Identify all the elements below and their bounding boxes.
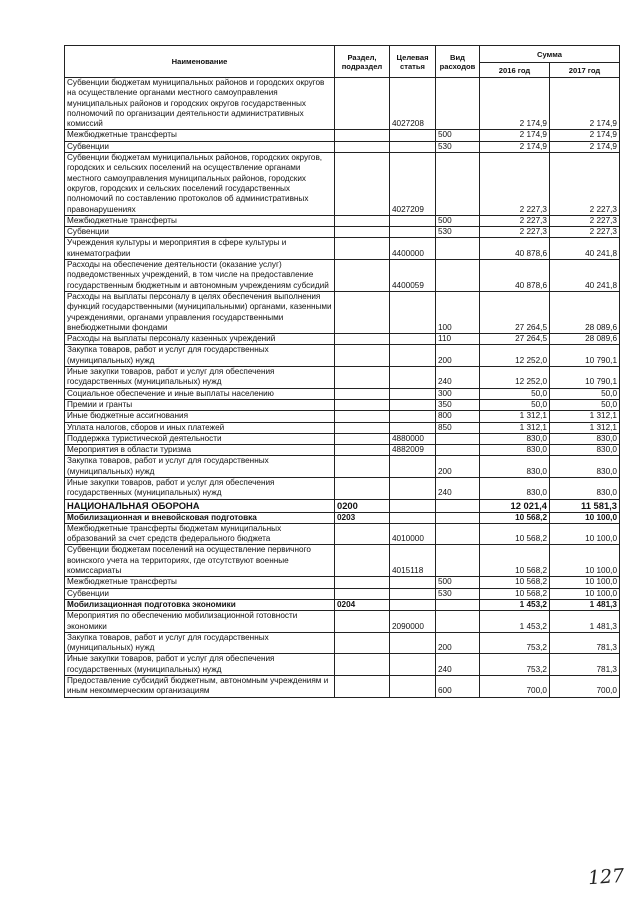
cell-sum-2016: 2 227,3	[480, 153, 550, 216]
cell-name: Субвенции	[65, 141, 335, 152]
cell-sum-2017: 1 312,1	[550, 422, 620, 433]
cell-sum-2016: 40 878,6	[480, 260, 550, 292]
cell-section	[335, 260, 390, 292]
cell-target-article	[390, 599, 436, 610]
cell-section	[335, 422, 390, 433]
table-row	[65, 599, 620, 610]
cell-expense-type: 100	[436, 291, 480, 333]
cell-sum-2017: 830,0	[550, 433, 620, 444]
cell-sum-2016: 1 453,2	[480, 611, 550, 633]
cell-section	[335, 676, 390, 698]
cell-name: Уплата налогов, сборов и иных платежей	[65, 422, 335, 433]
header-expense-type: Вид расходов	[436, 46, 480, 78]
cell-section	[335, 456, 390, 478]
table-row	[65, 367, 620, 389]
cell-target-article	[390, 345, 436, 367]
cell-target-article	[390, 512, 436, 523]
cell-name: Субвенции бюджетам муниципальных районов и городских округов на осуществление органами местного самоуправления муниципальных районов и городских округов государственных полномочий по организации деятельности административных комиссий	[65, 78, 335, 130]
cell-sum-2016: 10 568,2	[480, 523, 550, 545]
cell-name: Межбюджетные трансферты	[65, 577, 335, 588]
cell-section	[335, 632, 390, 654]
cell-section	[335, 588, 390, 599]
cell-sum-2017: 40 241,8	[550, 238, 620, 260]
table-row	[65, 334, 620, 345]
cell-target-article	[390, 227, 436, 238]
table-row	[65, 445, 620, 456]
cell-sum-2016: 2 174,9	[480, 130, 550, 141]
table-row	[65, 238, 620, 260]
cell-section	[335, 399, 390, 410]
cell-name: Расходы на обеспечение деятельности (оказание услуг) подведомственных учреждений, в том числе на предоставление государственным бюджетным и автономным учреждениям субсидий	[65, 260, 335, 292]
table-row	[65, 545, 620, 577]
cell-sum-2016: 50,0	[480, 388, 550, 399]
cell-sum-2016: 2 174,9	[480, 78, 550, 130]
cell-section	[335, 345, 390, 367]
cell-expense-type	[436, 78, 480, 130]
cell-expense-type: 500	[436, 215, 480, 226]
cell-sum-2016: 10 568,2	[480, 577, 550, 588]
cell-target-article	[390, 334, 436, 345]
cell-name: Премии и гранты	[65, 399, 335, 410]
cell-sum-2017: 10 100,0	[550, 577, 620, 588]
cell-expense-type: 110	[436, 334, 480, 345]
cell-expense-type: 240	[436, 654, 480, 676]
cell-name: Закупка товаров, работ и услуг для государственных (муниципальных) нужд	[65, 632, 335, 654]
cell-sum-2017: 1 481,3	[550, 599, 620, 610]
table-row	[65, 456, 620, 478]
cell-sum-2016: 2 227,3	[480, 215, 550, 226]
cell-expense-type	[436, 523, 480, 545]
cell-section	[335, 611, 390, 633]
cell-sum-2016: 753,2	[480, 632, 550, 654]
cell-sum-2017: 700,0	[550, 676, 620, 698]
cell-target-article	[390, 388, 436, 399]
cell-sum-2016: 27 264,5	[480, 334, 550, 345]
cell-section	[335, 141, 390, 152]
cell-name: Расходы на выплаты персоналу казенных учреждений	[65, 334, 335, 345]
table-row	[65, 388, 620, 399]
cell-expense-type: 300	[436, 388, 480, 399]
cell-target-article	[390, 411, 436, 422]
cell-sum-2016: 1 453,2	[480, 599, 550, 610]
header-name: Наименование	[65, 46, 335, 78]
cell-target-article: 4882009	[390, 445, 436, 456]
table-row	[65, 422, 620, 433]
cell-name: Иные закупки товаров, работ и услуг для обеспечения государственных (муниципальных) нужд	[65, 654, 335, 676]
table-row	[65, 588, 620, 599]
cell-section	[335, 577, 390, 588]
cell-expense-type: 350	[436, 399, 480, 410]
cell-sum-2016: 10 568,2	[480, 588, 550, 599]
cell-target-article	[390, 477, 436, 499]
cell-expense-type	[436, 260, 480, 292]
table-row	[65, 632, 620, 654]
cell-name: Межбюджетные трансферты бюджетам муниципальных образований за счет средств федерального бюджета	[65, 523, 335, 545]
cell-target-article	[390, 141, 436, 152]
cell-expense-type: 600	[436, 676, 480, 698]
table-row	[65, 215, 620, 226]
table-body	[65, 78, 620, 698]
cell-target-article: 4400059	[390, 260, 436, 292]
cell-expense-type: 530	[436, 588, 480, 599]
cell-section	[335, 215, 390, 226]
cell-section	[335, 130, 390, 141]
cell-target-article	[390, 291, 436, 333]
cell-sum-2017: 10 100,0	[550, 588, 620, 599]
cell-expense-type	[436, 445, 480, 456]
cell-target-article	[390, 632, 436, 654]
cell-sum-2017: 11 581,3	[550, 499, 620, 512]
cell-sum-2016: 1 312,1	[480, 422, 550, 433]
cell-expense-type	[436, 238, 480, 260]
cell-target-article	[390, 456, 436, 478]
cell-name: Иные закупки товаров, работ и услуг для обеспечения государственных (муниципальных) нужд	[65, 477, 335, 499]
cell-target-article: 4010000	[390, 523, 436, 545]
cell-expense-type: 800	[436, 411, 480, 422]
cell-sum-2017: 10 790,1	[550, 345, 620, 367]
cell-sum-2017: 2 174,9	[550, 78, 620, 130]
cell-sum-2017: 781,3	[550, 632, 620, 654]
cell-sum-2017: 2 227,3	[550, 227, 620, 238]
cell-section	[335, 291, 390, 333]
cell-name: Иные бюджетные ассигнования	[65, 411, 335, 422]
cell-sum-2016: 1 312,1	[480, 411, 550, 422]
cell-sum-2017: 1 312,1	[550, 411, 620, 422]
cell-section	[335, 78, 390, 130]
header-year-2017: 2017 год	[550, 63, 620, 78]
cell-section	[335, 411, 390, 422]
cell-expense-type: 850	[436, 422, 480, 433]
cell-section: 0203	[335, 512, 390, 523]
table-row	[65, 523, 620, 545]
cell-name: Мероприятия по обеспечению мобилизационной готовности экономики	[65, 611, 335, 633]
table-row	[65, 291, 620, 333]
cell-name: Закупка товаров, работ и услуг для государственных (муниципальных) нужд	[65, 345, 335, 367]
cell-expense-type	[436, 499, 480, 512]
cell-sum-2016: 830,0	[480, 456, 550, 478]
cell-section	[335, 477, 390, 499]
cell-sum-2017: 10 100,0	[550, 512, 620, 523]
cell-name: Предоставление субсидий бюджетным, автономным учреждениям и иным некоммерческим организациям	[65, 676, 335, 698]
table-row	[65, 345, 620, 367]
cell-expense-type	[436, 153, 480, 216]
cell-name: Межбюджетные трансферты	[65, 130, 335, 141]
table-row	[65, 433, 620, 444]
cell-name: Учреждения культуры и мероприятия в сфере культуры и кинематографии	[65, 238, 335, 260]
cell-target-article	[390, 676, 436, 698]
cell-section	[335, 227, 390, 238]
cell-sum-2016: 10 568,2	[480, 545, 550, 577]
cell-target-article: 2090000	[390, 611, 436, 633]
cell-sum-2017: 50,0	[550, 399, 620, 410]
cell-sum-2017: 830,0	[550, 456, 620, 478]
cell-section	[335, 334, 390, 345]
cell-sum-2017: 10 100,0	[550, 545, 620, 577]
cell-sum-2016: 12 252,0	[480, 345, 550, 367]
cell-target-article	[390, 654, 436, 676]
cell-expense-type: 500	[436, 130, 480, 141]
cell-section	[335, 654, 390, 676]
cell-sum-2017: 830,0	[550, 477, 620, 499]
cell-expense-type: 530	[436, 141, 480, 152]
cell-sum-2016: 2 174,9	[480, 141, 550, 152]
cell-sum-2016: 12 252,0	[480, 367, 550, 389]
cell-name: Межбюджетные трансферты	[65, 215, 335, 226]
table-row	[65, 141, 620, 152]
cell-target-article: 4027208	[390, 78, 436, 130]
table-row	[65, 411, 620, 422]
cell-target-article: 4027209	[390, 153, 436, 216]
table-row	[65, 676, 620, 698]
cell-sum-2017: 2 174,9	[550, 130, 620, 141]
cell-name: Расходы на выплаты персоналу в целях обеспечения выполнения функций государственными (муниципальными) органами, казенными учреждениями, органами управления государственными внебюджетными фондами	[65, 291, 335, 333]
cell-sum-2017: 40 241,8	[550, 260, 620, 292]
cell-sum-2016: 10 568,2	[480, 512, 550, 523]
cell-sum-2017: 2 227,3	[550, 215, 620, 226]
cell-name: Мобилизационная подготовка экономики	[65, 599, 335, 610]
header-sum: Сумма	[480, 46, 620, 63]
cell-expense-type	[436, 545, 480, 577]
cell-name: Поддержка туристической деятельности	[65, 433, 335, 444]
cell-expense-type: 200	[436, 456, 480, 478]
cell-section	[335, 545, 390, 577]
cell-section: 0204	[335, 599, 390, 610]
cell-sum-2016: 830,0	[480, 433, 550, 444]
cell-target-article	[390, 588, 436, 599]
cell-sum-2016: 753,2	[480, 654, 550, 676]
budget-table	[64, 45, 620, 698]
table-row	[65, 153, 620, 216]
cell-name: Субвенции бюджетам муниципальных районов, городских округов, городских и сельских поселений на осуществление органами местного самоуправления муниципальных районов, городских округов, городских и сельских поселений государственных полномочий по составлению протоколов об административных правонарушениях	[65, 153, 335, 216]
cell-section	[335, 388, 390, 399]
cell-section: 0200	[335, 499, 390, 512]
table-row	[65, 78, 620, 130]
cell-target-article	[390, 130, 436, 141]
cell-target-article: 4015118	[390, 545, 436, 577]
cell-expense-type: 200	[436, 345, 480, 367]
cell-section	[335, 153, 390, 216]
cell-expense-type: 500	[436, 577, 480, 588]
cell-sum-2017: 50,0	[550, 388, 620, 399]
cell-sum-2017: 2 227,3	[550, 153, 620, 216]
cell-sum-2017: 781,3	[550, 654, 620, 676]
cell-sum-2016: 27 264,5	[480, 291, 550, 333]
cell-sum-2016: 50,0	[480, 399, 550, 410]
cell-sum-2016: 830,0	[480, 445, 550, 456]
cell-expense-type	[436, 433, 480, 444]
table-row	[65, 227, 620, 238]
cell-target-article: 4400000	[390, 238, 436, 260]
header-section: Раздел, подраздел	[335, 46, 390, 78]
cell-name: Субвенции	[65, 227, 335, 238]
cell-target-article	[390, 367, 436, 389]
table-header	[65, 46, 620, 78]
cell-expense-type: 200	[436, 632, 480, 654]
cell-name: Закупка товаров, работ и услуг для государственных (муниципальных) нужд	[65, 456, 335, 478]
cell-expense-type: 240	[436, 477, 480, 499]
cell-name: Субвенции бюджетам поселений на осуществление первичного воинского учета на территориях, где отсутствуют военные комиссариаты	[65, 545, 335, 577]
cell-sum-2016: 40 878,6	[480, 238, 550, 260]
cell-target-article	[390, 215, 436, 226]
cell-sum-2017: 28 089,6	[550, 334, 620, 345]
table-row	[65, 512, 620, 523]
cell-target-article	[390, 499, 436, 512]
cell-sum-2017: 830,0	[550, 445, 620, 456]
cell-sum-2016: 700,0	[480, 676, 550, 698]
cell-section	[335, 445, 390, 456]
table-row	[65, 399, 620, 410]
table-row	[65, 260, 620, 292]
cell-sum-2016: 830,0	[480, 477, 550, 499]
cell-expense-type: 530	[436, 227, 480, 238]
cell-expense-type	[436, 611, 480, 633]
cell-target-article: 4880000	[390, 433, 436, 444]
cell-section	[335, 523, 390, 545]
cell-section	[335, 238, 390, 260]
cell-name: НАЦИОНАЛЬНАЯ ОБОРОНА	[65, 499, 335, 512]
table-row	[65, 611, 620, 633]
cell-expense-type	[436, 512, 480, 523]
cell-target-article	[390, 399, 436, 410]
cell-sum-2017: 2 174,9	[550, 141, 620, 152]
cell-section	[335, 433, 390, 444]
table-row	[65, 577, 620, 588]
cell-section	[335, 367, 390, 389]
cell-sum-2017: 1 481,3	[550, 611, 620, 633]
header-target-article: Целевая статья	[390, 46, 436, 78]
page-number: 127	[587, 864, 625, 890]
cell-sum-2016: 2 227,3	[480, 227, 550, 238]
cell-sum-2016: 12 021,4	[480, 499, 550, 512]
cell-name: Мобилизационная и вневойсковая подготовка	[65, 512, 335, 523]
cell-name: Мероприятия в области туризма	[65, 445, 335, 456]
cell-sum-2017: 28 089,6	[550, 291, 620, 333]
table-row	[65, 130, 620, 141]
cell-name: Социальное обеспечение и иные выплаты населению	[65, 388, 335, 399]
cell-sum-2017: 10 100,0	[550, 523, 620, 545]
cell-expense-type	[436, 599, 480, 610]
table-row	[65, 499, 620, 512]
table-row	[65, 477, 620, 499]
cell-name: Субвенции	[65, 588, 335, 599]
cell-target-article	[390, 422, 436, 433]
cell-target-article	[390, 577, 436, 588]
cell-expense-type: 240	[436, 367, 480, 389]
table-row	[65, 654, 620, 676]
cell-name: Иные закупки товаров, работ и услуг для обеспечения государственных (муниципальных) нужд	[65, 367, 335, 389]
cell-sum-2017: 10 790,1	[550, 367, 620, 389]
header-year-2016: 2016 год	[480, 63, 550, 78]
